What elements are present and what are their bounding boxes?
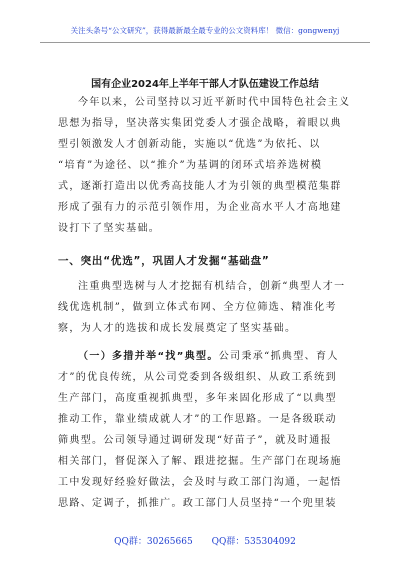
text-line: “培育”为途径、以“推介”为基调的闭环式培养选树模 <box>58 160 323 171</box>
text-line: 注重典型选树与人才挖掘有机结合，创新“典型人才一 <box>78 281 346 292</box>
subsection-heading: （一）多措并举“找”典型。 <box>78 351 219 362</box>
text-line: 推动工作，靠业绩成就人才”的工作思路。一是各级联动 <box>58 414 337 425</box>
text-line: 察，为人才的选拔和成长发展奠定了坚实基础。 <box>58 323 297 334</box>
text-line: 思想为指导，坚决落实集团党委人才强企战略，着眼以典 <box>58 118 342 129</box>
text-line <box>58 346 358 367</box>
text-line: 设打下了坚实基础。 <box>58 223 161 234</box>
subsection-paragraph <box>58 346 358 514</box>
text-line: 线优选机制”，做到立体式布网、全方位筛选、精准化考 <box>58 302 337 313</box>
subsection-text: 公司秉承“抓典型、育人 <box>218 351 339 362</box>
footer-contacts <box>40 534 370 547</box>
header-banner: 关注头条号“公文研究”，获得最新最全最专业的公文资料库！ 微信：gongwenyj <box>70 26 340 35</box>
text-line: 筛典型。公司领导通过调研发现“好苗子”，就及时通报 <box>58 435 332 446</box>
header-divider <box>40 42 370 43</box>
qq-group-link-2: QQ群：535304092 <box>211 537 296 547</box>
text-line: 相关部门，督促深入了解、跟进挖掘。生产部门在现场施 <box>58 456 342 467</box>
document-title: 国有企业2024年上半年干部人才队伍建设工作总结 <box>91 79 319 90</box>
section-paragraph <box>58 276 358 339</box>
text-line: 型引领激发人才创新动能，实施以“优选”为依托、以 <box>58 139 321 150</box>
text-line: 形成了强有力的示范引领作用，为企业高水平人才高地建 <box>58 202 342 213</box>
text-line: 工中发现好经验好做法，会及时与政工部门沟通，一起悟 <box>58 477 342 488</box>
intro-paragraph <box>58 92 358 239</box>
text-line: 今年以来，公司坚持以习近平新时代中国特色社会主义 <box>78 97 351 108</box>
section-heading: 一、突出“优选”，巩固人才发掘“基础盘” <box>58 255 270 267</box>
text-line: 生产部门，高度重视抓典型，多年来固化形成了“以典型 <box>58 393 337 404</box>
qq-group-link-1: QQ群：30265665 <box>114 537 193 547</box>
text-line: 才”的优良传统，从公司党委到各级组织、从政工系统到 <box>58 372 337 383</box>
text-line: 式，逐渐打造出以优秀高技能人才为引领的典型模范集群 <box>58 181 342 192</box>
text-line: 思路、定调子，抓推广。政工部门人员坚持“一个兜里装 <box>58 498 337 509</box>
